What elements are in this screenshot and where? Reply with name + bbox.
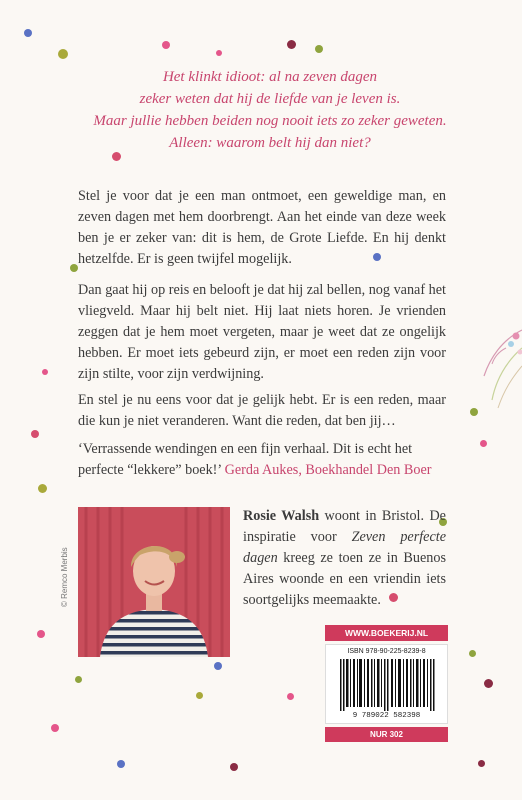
barcode-digits: 9 789022 582398 (352, 712, 421, 720)
tagline-line: Maar jullie hebben beiden nog nooit iets zo zeker geweten. (93, 113, 447, 129)
quote-attribution: Gerda Aukes, Boekhandel Den Boer (224, 462, 432, 478)
confetti-dot (162, 41, 170, 49)
author-bio (243, 506, 446, 611)
confetti-dot (51, 724, 59, 732)
blurb-paragraph-1: Stel je voor dat je een man ontmoet, een geweldige man, en zeven dagen met hem doorbrengt. Aan het einde van deze week ben je er zeker van: dit is hem, de Grote Liefde. En hij denkt hetzelfde. Er is geen twijfel mogelijk. (78, 188, 446, 267)
barcode-block (325, 644, 448, 724)
photo-credit: © Remco Merbis (60, 547, 69, 607)
confetti-dot (478, 760, 485, 767)
confetti-dot (75, 676, 82, 683)
isbn-label: ISBN 978-90-225-8239-8 (347, 648, 426, 655)
confetti-dot (42, 369, 48, 375)
blurb-paragraph-3: En stel je nu eens voor dat je gelijk hebt. Er is een reden, maar die kun je niet veranderen. Want die reden, dat ben jij… (78, 392, 446, 429)
tagline-line: Alleen: waarom belt hij dan niet? (169, 135, 371, 151)
tagline-line: Het klinkt idioot: al na zeven dagen (162, 69, 378, 85)
confetti-dot (287, 693, 294, 700)
website-label: WWW.BOEKERIJ.NL (325, 625, 448, 641)
blurb-paragraph-2: Dan gaat hij op reis en belooft je dat hij zal bellen, nog vanaf het vliegveld. Maar hij belt niet. Hij laat niets horen. Je vrienden zeggen dat je hem moet vergeten, maar je weet dat ze ongelijk hebben. Er moet iets gebeurd zijn, er moet een reden zijn voor zijn stilte, voor zijn verdwijning. (78, 282, 446, 382)
quote-text: ‘Verrassende wendingen en een fijn verhaal. Dit is echt het perfecte “lekkere” boek!’ (78, 441, 413, 478)
confetti-dot (484, 679, 493, 688)
author-photo (78, 507, 230, 657)
bio-text: kreeg ze toen ze in Buenos Aires woonde en een vriendin iets soortgelijks meemaakte. (243, 550, 446, 608)
confetti-dot (31, 430, 39, 438)
tagline (60, 66, 480, 154)
confetti-dot (196, 692, 203, 699)
confetti-dot (216, 50, 222, 56)
review-quote (78, 439, 446, 481)
barcode (340, 659, 435, 711)
confetti-dot (37, 630, 45, 638)
author-name: Rosie Walsh (243, 508, 320, 524)
confetti-dot (315, 45, 323, 53)
confetti-dot (214, 662, 222, 670)
confetti-dot (70, 264, 78, 272)
tagline-line: zeker weten dat hij de liefde van je leven is. (139, 91, 401, 107)
confetti-dot (38, 484, 47, 493)
confetti-dot (117, 760, 125, 768)
nur-label: NUR 302 (325, 727, 448, 742)
confetti-dot (287, 40, 296, 49)
confetti-dot (24, 29, 32, 37)
floral-decoration (440, 318, 522, 418)
confetti-dot (58, 49, 68, 59)
book-title: Zeven perfecte dagen (243, 529, 446, 566)
confetti-dot (469, 650, 476, 657)
confetti-dot (230, 763, 238, 771)
confetti-dot (480, 440, 487, 447)
bio-text: woont in Bristol. De inspiratie voor (243, 508, 446, 545)
